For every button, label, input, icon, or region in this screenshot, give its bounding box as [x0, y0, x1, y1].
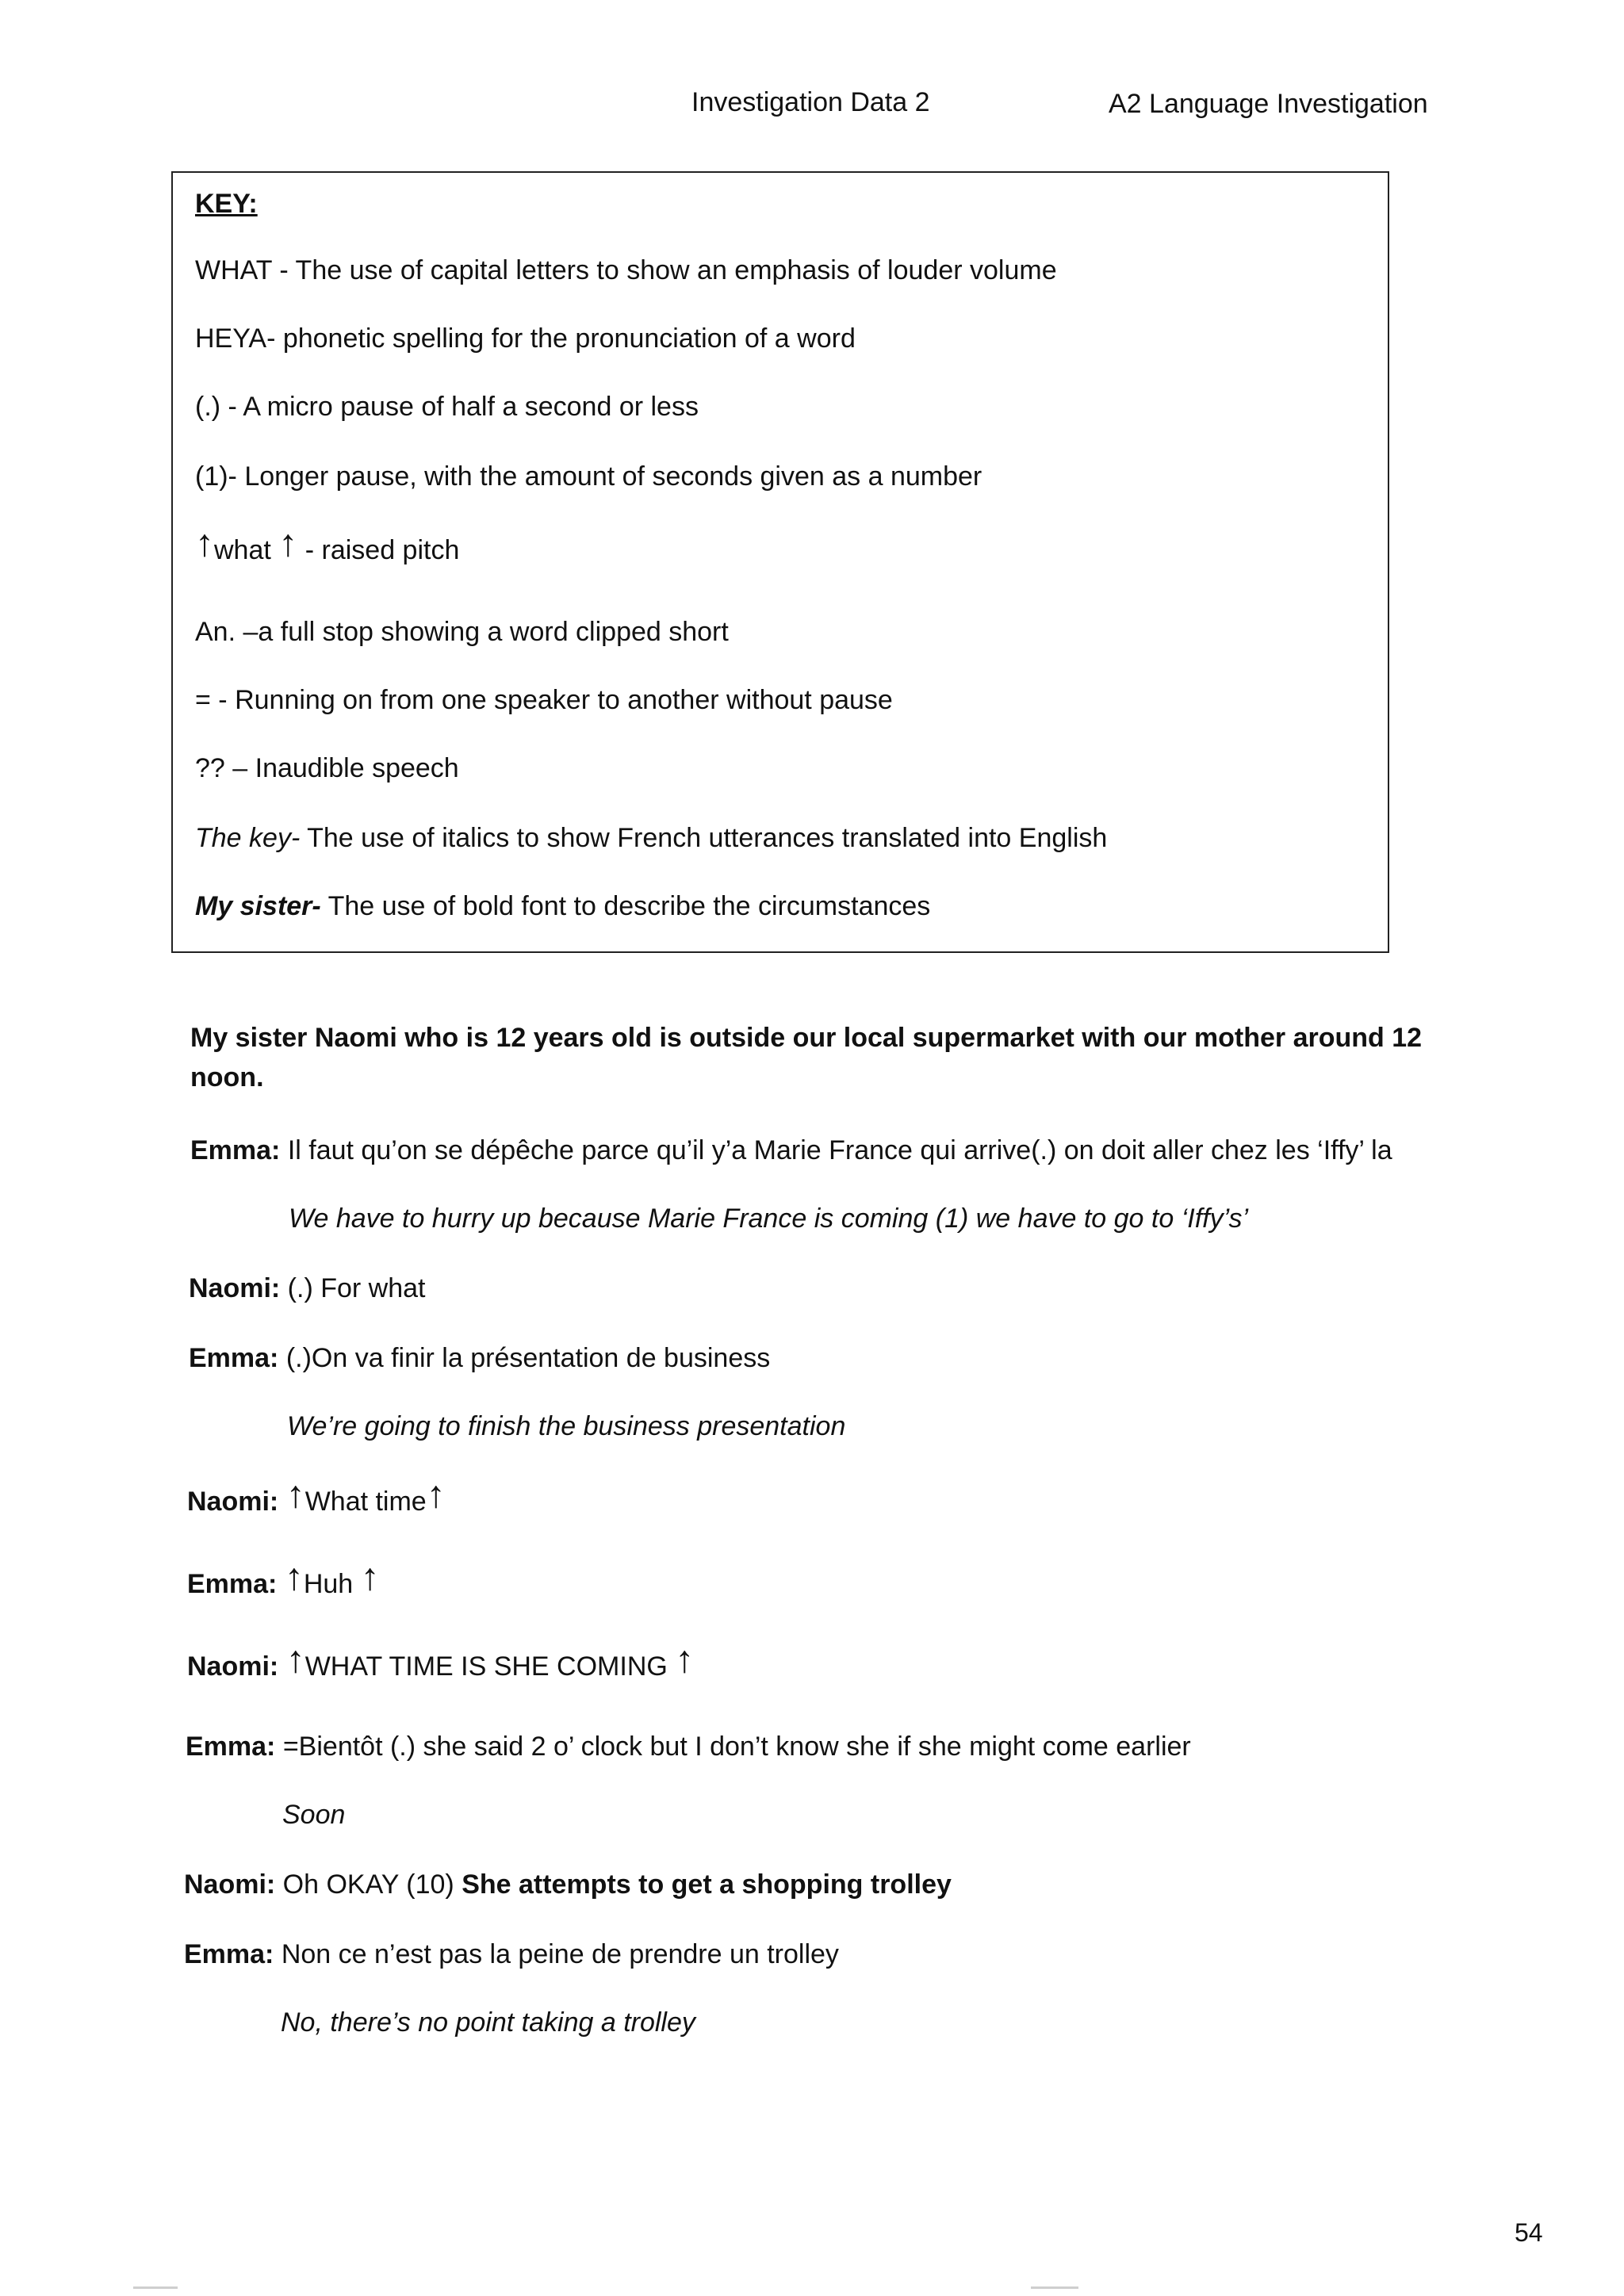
speaker-label: Emma: — [184, 1939, 274, 1969]
speaker-label: Emma: — [189, 1343, 279, 1373]
utterance: Huh — [303, 1569, 354, 1599]
key-entry-italics — [195, 823, 1107, 854]
transcript-line — [187, 1556, 380, 1600]
utterance: Non ce n’est pas la peine de prendre un trolley — [274, 1939, 839, 1969]
page-number: 54 — [1515, 2218, 1543, 2247]
key-desc: The use of bold font to describe the circumstances — [320, 891, 931, 921]
key-entry-bold — [195, 891, 930, 922]
utterance: (.) For what — [280, 1273, 426, 1303]
translation-line: We have to hurry up because Marie France is coming (1) we have to go to ‘Iffy’s’ — [289, 1203, 1249, 1234]
transcript-line — [189, 1343, 770, 1374]
key-entry-micro-pause: (.) - A micro pause of half a second or less — [195, 392, 699, 422]
key-term: WHAT — [195, 255, 272, 285]
transcript-line — [184, 1939, 839, 1970]
key-entry-run-on: = - Running on from one speaker to another without pause — [195, 685, 893, 715]
key-entry-clipped: An. –a full stop showing a word clipped short — [195, 617, 729, 647]
circumstance-intro-cont: noon. — [190, 1062, 264, 1093]
scan-edge-mark — [1031, 2286, 1078, 2289]
utterance: =Bientôt (.) she said 2 o’ clock but I don’t know she if she might come earlier — [275, 1732, 1191, 1762]
key-entry-long-pause: (1)- Longer pause, with the amount of seconds given as a number — [195, 461, 982, 492]
key-term: My sister- — [195, 891, 321, 921]
up-arrow-icon: ↑ — [278, 522, 298, 564]
circumstance-intro: My sister Naomi who is 12 years old is outside our local supermarket with our mother around 12 — [190, 1023, 1423, 1053]
up-arrow-icon: ↑ — [284, 1556, 304, 1598]
up-arrow-icon: ↑ — [285, 1474, 305, 1516]
key-desc: The use of italics to show French utterances translated into English — [300, 823, 1108, 853]
key-desc: - The use of capital letters to show an emphasis of louder volume — [271, 255, 1057, 285]
utterance: What time — [304, 1487, 427, 1517]
utterance: Oh OKAY (10) — [275, 1869, 462, 1900]
transcript-line — [186, 1732, 1191, 1762]
transcript-line — [190, 1135, 1392, 1166]
key-entry-capitals — [195, 255, 1057, 286]
key-desc: - raised pitch — [297, 535, 460, 565]
speaker-label: Naomi: — [187, 1487, 279, 1517]
up-arrow-icon: ↑ — [285, 1639, 305, 1681]
translation-line: We’re going to finish the business presentation — [287, 1411, 846, 1441]
transcript-line — [187, 1474, 446, 1517]
speaker-label: Naomi: — [187, 1651, 279, 1682]
utterance: WHAT TIME IS SHE COMING — [304, 1651, 668, 1682]
header-course: A2 Language Investigation — [1109, 89, 1428, 119]
speaker-label: Naomi: — [189, 1273, 281, 1303]
up-arrow-icon: ↑ — [426, 1474, 446, 1516]
header-title: Investigation Data 2 — [691, 87, 930, 117]
key-term: what — [214, 535, 271, 565]
key-term: The key- — [195, 823, 301, 853]
up-arrow-icon: ↑ — [195, 522, 214, 564]
utterance: (.)On va finir la présentation de business — [278, 1343, 771, 1373]
speaker-label: Emma: — [186, 1732, 276, 1762]
utterance: Il faut qu’on se dépêche parce qu’il y’a Marie France qui arrive(.) on doit aller chez les ‘Iffy’ la — [280, 1135, 1392, 1165]
transcript-line — [189, 1273, 425, 1304]
up-arrow-icon: ↑ — [675, 1639, 695, 1681]
translation-line: Soon — [282, 1800, 346, 1830]
key-entry-raised-pitch — [195, 522, 460, 566]
transcript-line — [184, 1869, 952, 1900]
key-title: KEY: — [195, 189, 258, 219]
translation-line: No, there’s no point taking a trolley — [281, 2007, 695, 2038]
speaker-label: Naomi: — [184, 1869, 276, 1900]
key-entry-phonetic: HEYA- phonetic spelling for the pronunciation of a word — [195, 323, 856, 354]
circumstance-note: She attempts to get a shopping trolley — [462, 1869, 952, 1900]
speaker-label: Emma: — [187, 1569, 278, 1599]
up-arrow-icon: ↑ — [360, 1556, 380, 1598]
transcription-key-box — [171, 171, 1389, 953]
speaker-label: Emma: — [190, 1135, 281, 1165]
transcript-line — [187, 1639, 695, 1682]
key-entry-inaudible: ?? – Inaudible speech — [195, 753, 459, 783]
scan-edge-mark — [133, 2286, 178, 2289]
